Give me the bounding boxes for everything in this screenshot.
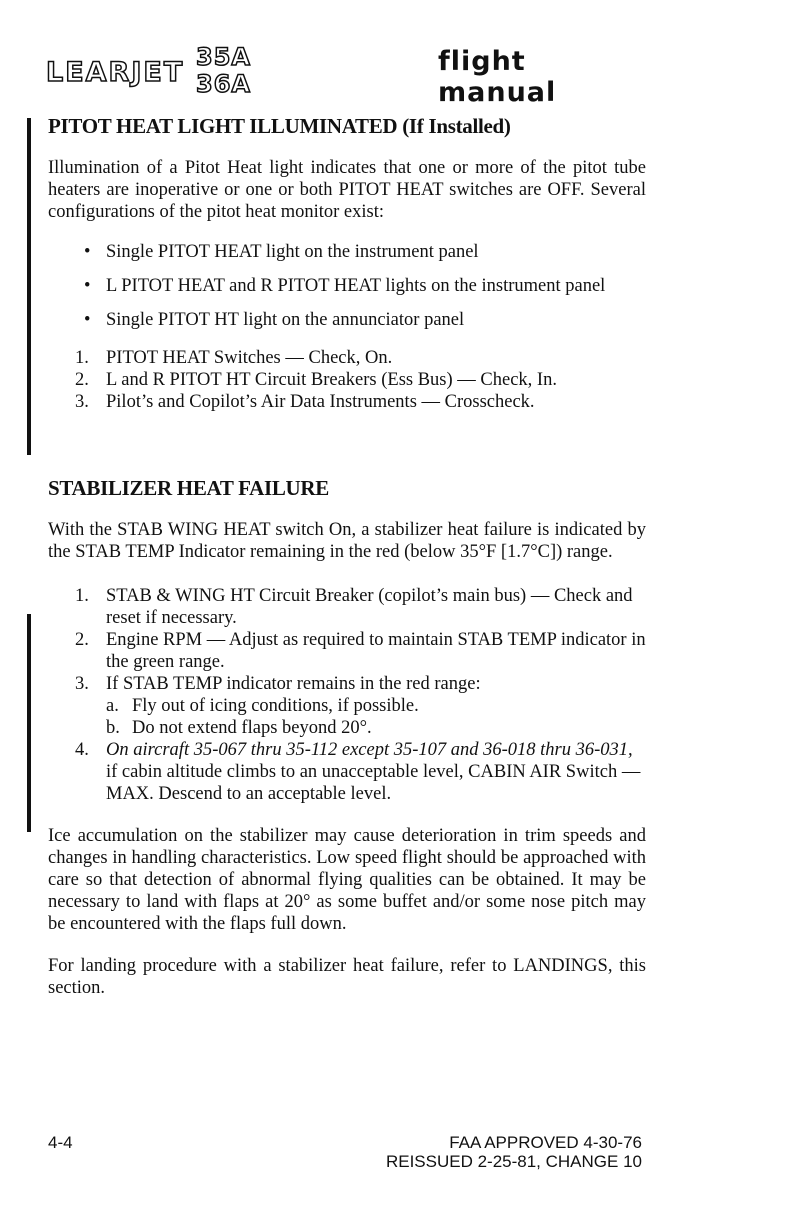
reissued-line: REISSUED 2-25-81, CHANGE 10 [385,1152,642,1171]
procedure-step [48,585,646,629]
step-text: PITOT HEAT Switches — Check, On. [106,348,393,368]
pitot-intro: Illumination of a Pitot Heat light indicates that one or more of the pitot tube heaters are inoperative or one or both PITOT HEAT switches are OFF. Several configurations of the pitot heat monitor exist: [48,158,646,222]
manual-title: flight manual [438,46,557,108]
procedure-step [48,369,646,391]
procedure-step [48,391,646,413]
step-text: If STAB TEMP indicator remains in the red range: [106,674,481,694]
step-number: 3. [75,392,89,412]
model-35a: 35A [196,43,251,71]
step-number: 1. [75,586,89,606]
stab-intro: With the STAB WING HEAT switch On, a stabilizer heat failure is indicated by the STAB TEMP Indicator remaining in the red (below 35°F [1.7°C]) range. [48,520,646,562]
model-designation [196,44,266,98]
change-bar [27,614,31,832]
stab-section [48,476,646,999]
page-number: 4-4 [48,1133,73,1152]
step-text: if cabin altitude climbs to an unacceptable level, CABIN AIR Switch — MAX. Descend to an acceptable level. [106,762,641,804]
substep [106,717,646,739]
section-title: STABILIZER HEAT FAILURE [48,476,329,500]
applicability-note: On aircraft 35-067 thru 35-112 except 35-107 and 36-018 thru 36-031, [106,740,633,760]
step-number: 1. [75,348,89,368]
pitot-steps [48,347,646,413]
procedure-step [48,347,646,369]
ice-paragraph: Ice accumulation on the stabilizer may cause deterioration in trim speeds and changes in handling characteristics. Low speed flight should be approached with care so that detection of abnormal flying qualities can be obtained. It may be necessary to land with flaps at 20° as some buffet and/or some nose pitch may be encountered with the flaps full down. [48,826,646,934]
faa-approved-line: FAA APPROVED 4-30-76 [449,1133,642,1152]
substep-text: Fly out of icing conditions, if possible. [132,696,419,716]
procedure-step [48,629,646,673]
procedure-step [48,673,646,739]
landing-paragraph: For landing procedure with a stabilizer heat failure, refer to LANDINGS, this section. [48,956,646,998]
model-36a: 36A [196,70,251,98]
step-number: 2. [75,630,89,650]
step-text: Pilot’s and Copilot’s Air Data Instruments — Crosscheck. [106,392,535,412]
step-text: L and R PITOT HT Circuit Breakers (Ess Bus) — Check, In. [106,370,557,390]
step-number: 4. [75,740,89,760]
list-item: • Single PITOT HT light on the annunciator panel [48,309,646,343]
substep-text: Do not extend flaps beyond 20°. [132,718,372,738]
approval-block [386,1133,642,1171]
section-title: PITOT HEAT LIGHT ILLUMINATED (If Installed) [48,114,511,138]
list-item: • Single PITOT HEAT light on the instrument panel [48,241,646,275]
list-item: • L PITOT HEAT and R PITOT HEAT lights on the instrument panel [48,275,646,309]
substep [106,695,646,717]
substep-letter: b. [106,718,120,738]
substep-letter: a. [106,696,119,716]
change-bar [27,118,31,455]
stab-steps [48,585,646,805]
configuration-list [48,241,646,343]
step-number: 2. [75,370,89,390]
pitot-section [48,114,646,413]
step-text: Engine RPM — Adjust as required to maintain STAB TEMP indicator in the green range. [106,630,646,672]
step-text: STAB & WING HT Circuit Breaker (copilot’s main bus) — Check and reset if necessary. [106,586,633,628]
step-number: 3. [75,674,89,694]
learjet-logo: LEARJET [46,57,185,88]
procedure-step [48,739,646,805]
